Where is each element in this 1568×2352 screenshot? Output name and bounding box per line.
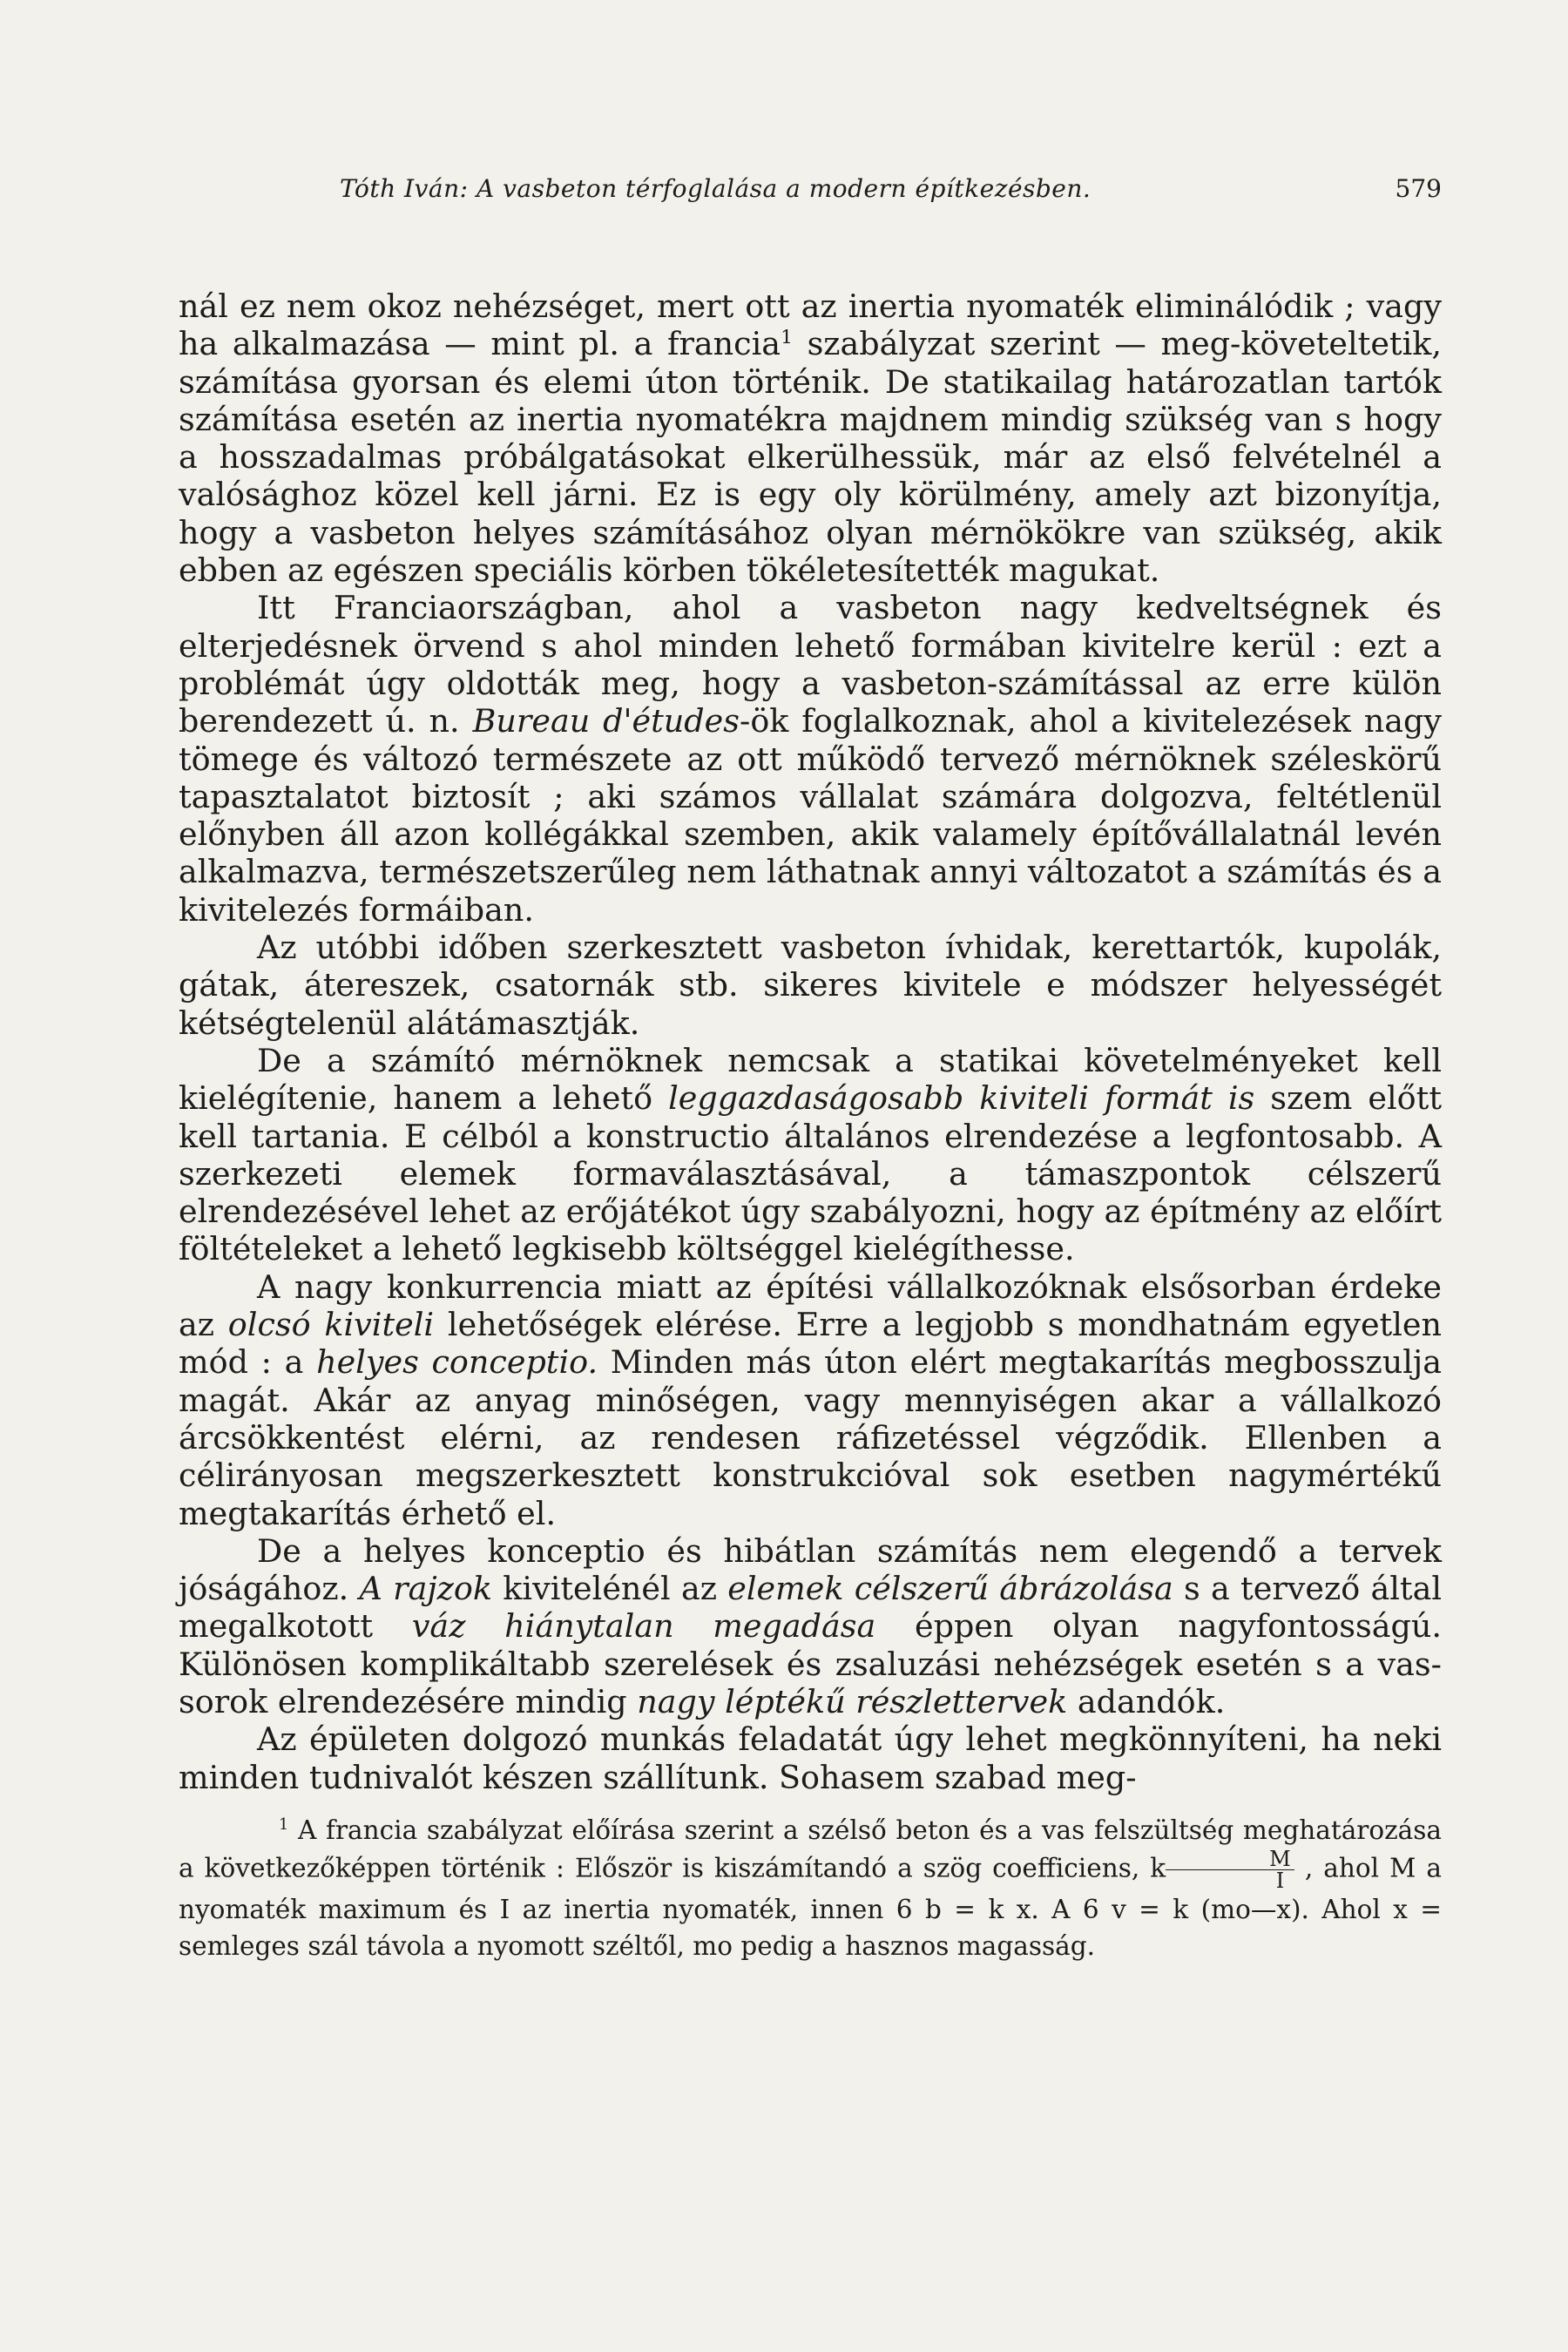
paragraph: De a számító mérnöknek nemcsak a statikai követelményeket kell kielégítenie, hanem a lehető leggazdaságosabb kiviteli formát is szem előtt kell tartania. E célból a konstructio általános elrendezése a legfontosabb. A szerkezeti elemek formaválasztásával, a támaszpontok célszerű elrendezésével lehet az erőjátékot úgy szabályozni, hogy az építmény az előírt föltételeket a lehető legkisebb költséggel kielégíthesse. [179, 1041, 1442, 1268]
fraction: $\frac{M}{I}$ [1166, 1848, 1294, 1891]
footnote-marker: 1 [781, 327, 793, 349]
paragraph: A nagy konkurrencia miatt az építési vállalkozóknak elsősorban érdeke az olcsó kiviteli lehetőségek elérése. Erre a legjobb s mondhatnám egyetlen mód : a helyes conceptio. Minden más úton elért megtakarítás megbosszulja magát. Akár az anyag minőségen, vagy mennyiségen akar a vállalkozó árcsökkentést elérni, az rendesen ráfizetéssel végződik. Ellenben a célirányosan megszerkesztett konstrukcióval sok esetben nagymértékű megtakarítás érhető el. [179, 1267, 1442, 1532]
paragraph: Az épületen dolgozó munkás feladatát úgy lehet megkönnyíteni, ha neki minden tudnivalót készen szállítunk. Sohasem szabad meg- [179, 1720, 1442, 1796]
footnote [179, 1812, 1442, 1964]
main-text [179, 287, 1442, 1796]
running-header [340, 174, 1442, 218]
footnote-number: 1 [279, 1816, 289, 1835]
paragraph: nál ez nem okoz nehézséget, mert ott az inertia nyomaték eliminálódik ; vagy ha alkalmazása — mint pl. a francia$^1$ szabályzat szerint — meg-követeltetik, számítása gyorsan és elemi úton történik. De statikailag határozatlan tartók számítása esetén az inertia nyomatékra majdnem mindig szükség van s hogy a hosszadalmas próbálgatásokat elkerülhessük, már az első felvételnél a valósághoz közel kell járni. Ez is egy oly körülmény, amely azt bizonyítja, hogy a vasbeton helyes számításához olyan mérnökökre van szükség, akik ebben az egészen speciális körben tökéletesítették magukat. [179, 287, 1442, 590]
page-number: 579 [1395, 174, 1442, 203]
running-title: Tóth Iván: A vasbeton térfoglalása a modern építkezésben. [340, 174, 1092, 203]
paragraph: De a helyes konceptio és hibátlan számítás nem elegendő a tervek jóságához. A rajzok kivitelénél az elemek célszerű ábrázolása s a tervező által megalkotott váz hiánytalan megadása éppen olyan nagyfontosságú. Különösen komplikáltabb szerelések és zsaluzási nehézségek esetén s a vas-sorok elrendezésére mindig nagy léptékű részlettervek adandók. [179, 1531, 1443, 1720]
paragraph: Az utóbbi időben szerkesztett vasbeton ívhidak, kerettartók, kupolák, gátak, átereszek, csatornák stb. sikeres kivitele e módszer helyességét kétségtelenül alátámasztják. [179, 929, 1442, 1042]
footnote-text: $^1$ A francia szabályzat előírása szerint a szélső beton és a vas felszültség meghatározása a következőképpen történik : Először is kiszámítandó a szög coefficiens, k $\frac{M}{I}$ , ahol M a nyomaték maximum és I az inertia nyomaték, innen 6 b = k x. A 6 v = k (mo—x). Ahol x = semleges szál távola a nyomott széltől, mo pedig a hasznos magasság. [179, 1815, 1442, 1961]
paragraph: Itt Franciaországban, ahol a vasbeton nagy kedveltségnek és elterjedésnek örvend s ahol minden lehető formában kivitelre kerül : ezt a problémát úgy oldották meg, hogy a vasbeton-számítással az erre külön berendezett ú. n. Bureau d'études-ök foglalkoznak, ahol a kivitelezések nagy tömege és változó természete az ott működő tervező mérnöknek széleskörű tapasztalatot biztosít ; aki számos vállalat számára dolgozva, feltétlenül előnyben áll azon kollégákkal szemben, akik valamely építővállalatnál levén alkalmazva, természetszerűleg nem láthatnak annyi változatot a számítás és a kivitelezés formáiban. [179, 589, 1442, 929]
book-page [179, 0, 1442, 2352]
